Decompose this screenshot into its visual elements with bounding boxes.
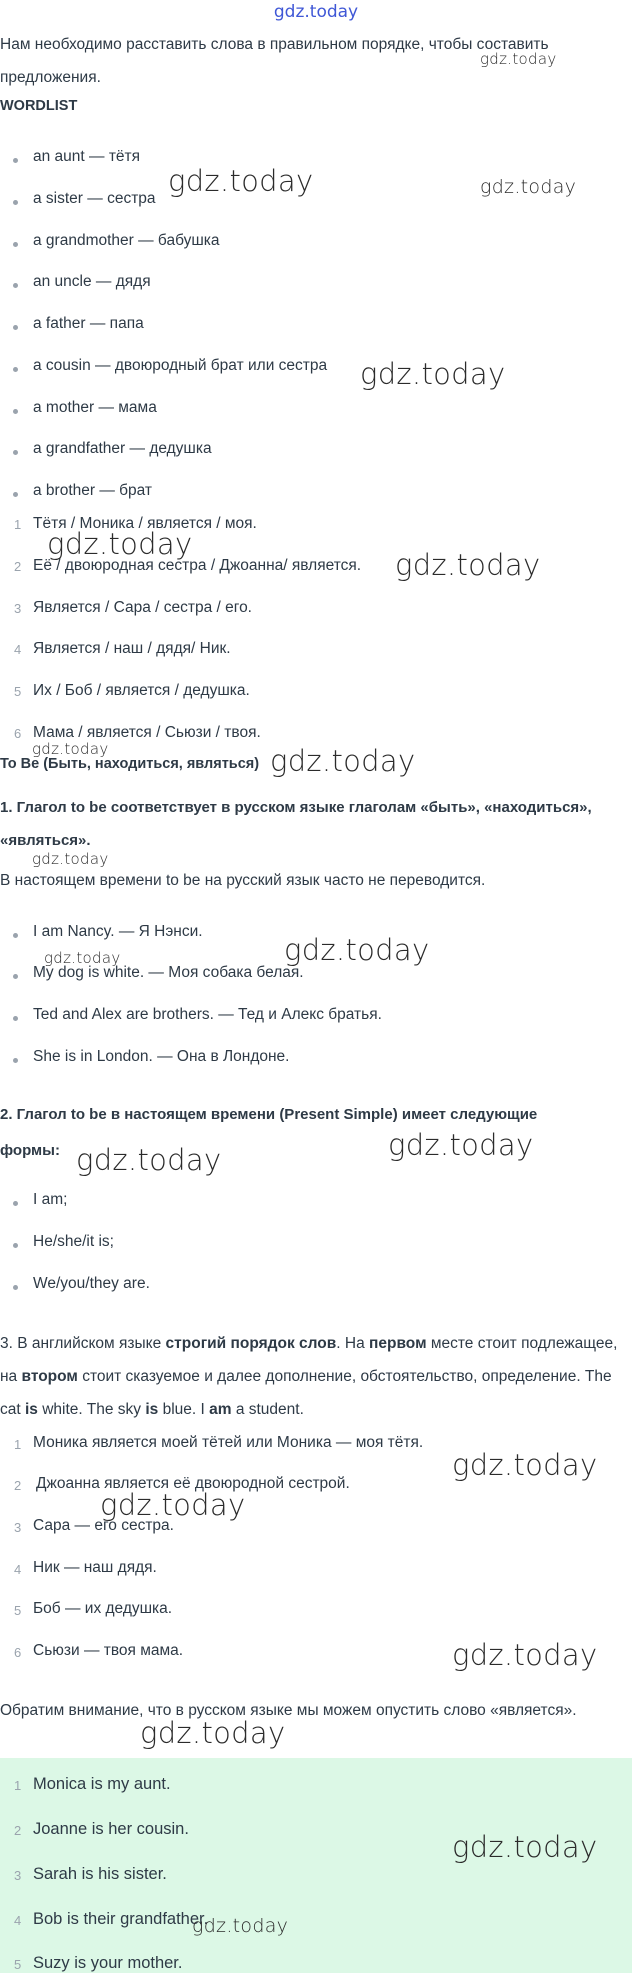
watermark: gdz.today	[452, 1448, 598, 1482]
site-logo[interactable]: gdz.today	[273, 2, 359, 22]
list-item: We/you/they are.	[33, 1275, 150, 1292]
watermark: gdz.today	[480, 50, 557, 68]
list-number: 6	[14, 726, 22, 741]
list-item: Сара — его сестра.	[33, 1517, 174, 1534]
watermark: gdz.today	[168, 164, 314, 198]
list-number: 4	[14, 642, 22, 657]
list-item: an aunt — тётя	[33, 148, 141, 165]
answer-box	[0, 1758, 632, 1973]
rule-3: 3. В английском языке строгий порядок слов. На первом месте стоит подлежащее, на втором стоит сказуемое и далее дополнение, обстоятельство, определение. The cat is white. The sky is blue. I am a student.	[0, 1335, 618, 1418]
rule-1: 1. Глагол to be соответствует в русском языке глаголам «быть», «находиться», «являться».	[0, 799, 592, 849]
watermark: gdz.today	[192, 1915, 289, 1937]
list-number: 5	[14, 1603, 22, 1618]
list-number: 1	[14, 517, 22, 532]
watermark: gdz.today	[32, 850, 109, 868]
list-number: 5	[14, 1957, 22, 1972]
list-item: Bob is their grandfather.	[33, 1910, 209, 1928]
list-item: Ted and Alex are brothers. — Тед и Алекс братья.	[33, 1006, 382, 1023]
list-item: I am Nancy. — Я Нэнси.	[33, 923, 203, 940]
list-item: a sister — сестра	[33, 190, 156, 207]
list-item: Сьюзи — твоя мама.	[33, 1642, 184, 1659]
watermark: gdz.today	[44, 949, 121, 967]
list-item: Боб — их дедушка.	[33, 1600, 173, 1617]
list-item: Их / Боб / является / дедушка.	[33, 682, 250, 699]
watermark: gdz.today	[270, 744, 416, 778]
list-item: Тётя / Моника / является / моя.	[33, 515, 257, 532]
list-item: a grandmother — бабушка	[33, 232, 220, 249]
watermark: gdz.today	[32, 740, 109, 758]
list-number: 1	[14, 1437, 22, 1452]
list-number: 4	[14, 1913, 22, 1928]
list-number: 3	[14, 1520, 22, 1535]
list-number: 2	[14, 1823, 22, 1838]
list-item: a father — папа	[33, 315, 144, 332]
list-number: 6	[14, 1645, 22, 1660]
watermark: gdz.today	[388, 1128, 534, 1162]
list-item: Моника является моей тётей или Моника — моя тётя.	[33, 1434, 424, 1451]
watermark: gdz.today	[360, 357, 506, 391]
intro-text: Нам необходимо расставить слова в правильном порядке, чтобы составить предложения.	[0, 36, 549, 86]
section-title: To Be (Быть, находиться, являться)	[0, 756, 260, 772]
list-number: 2	[14, 559, 22, 574]
watermark: gdz.today	[47, 527, 193, 561]
list-item: a cousin — двоюродный брат или сестра	[33, 357, 328, 374]
list-item: My dog is white. — Моя собака белая.	[33, 964, 304, 981]
watermark: gdz.today	[284, 933, 430, 967]
list-item: Мама / является / Сьюзи / твоя.	[33, 724, 261, 741]
list-item: Её / двоюродная сестра / Джоанна/ является.	[33, 557, 362, 574]
list-number: 1	[14, 1778, 22, 1793]
list-item: Suzy is your mother.	[33, 1954, 183, 1972]
watermark: gdz.today	[76, 1143, 222, 1177]
list-item: Ник — наш дядя.	[33, 1559, 157, 1576]
watermark: gdz.today	[452, 1638, 598, 1672]
rule-2-line-2: формы:	[0, 1142, 60, 1159]
list-item: Является / Сара / сестра / его.	[33, 599, 252, 616]
list-item: a grandfather — дедушка	[33, 440, 212, 457]
rule-1-note: В настоящем времени to be на русский язык часто не переводится.	[0, 872, 486, 889]
wordlist-title: WORDLIST	[0, 98, 78, 114]
watermark: gdz.today	[100, 1488, 246, 1522]
list-number: 4	[14, 1562, 22, 1577]
list-item: an uncle — дядя	[33, 273, 151, 290]
list-item: She is in London. — Она в Лондоне.	[33, 1048, 290, 1065]
rule-2-line-1: 2. Глагол to be в настоящем времени (Present Simple) имеет следующие	[0, 1106, 538, 1123]
list-number: 5	[14, 684, 22, 699]
list-item: Является / наш / дядя/ Ник.	[33, 640, 231, 657]
watermark: gdz.today	[395, 548, 541, 582]
list-item: a brother — брат	[33, 482, 153, 499]
list-item: I am;	[33, 1191, 68, 1208]
list-item: Joanne is her cousin.	[33, 1820, 189, 1838]
list-item: Monica is my aunt.	[33, 1775, 171, 1793]
list-item: Sarah is his sister.	[33, 1865, 167, 1883]
list-number: 3	[14, 1868, 22, 1883]
watermark: gdz.today	[480, 176, 577, 198]
list-number: 2	[14, 1478, 22, 1493]
list-item: He/she/it is;	[33, 1233, 114, 1250]
note-text: Обратим внимание, что в русском языке мы можем опустить слово «является».	[0, 1702, 577, 1719]
list-item: a mother — мама	[33, 399, 157, 416]
list-number: 3	[14, 601, 22, 616]
watermark: gdz.today	[140, 1716, 286, 1750]
list-item: Джоанна является её двоюродной сестрой.	[36, 1475, 350, 1492]
watermark: gdz.today	[452, 1830, 598, 1864]
